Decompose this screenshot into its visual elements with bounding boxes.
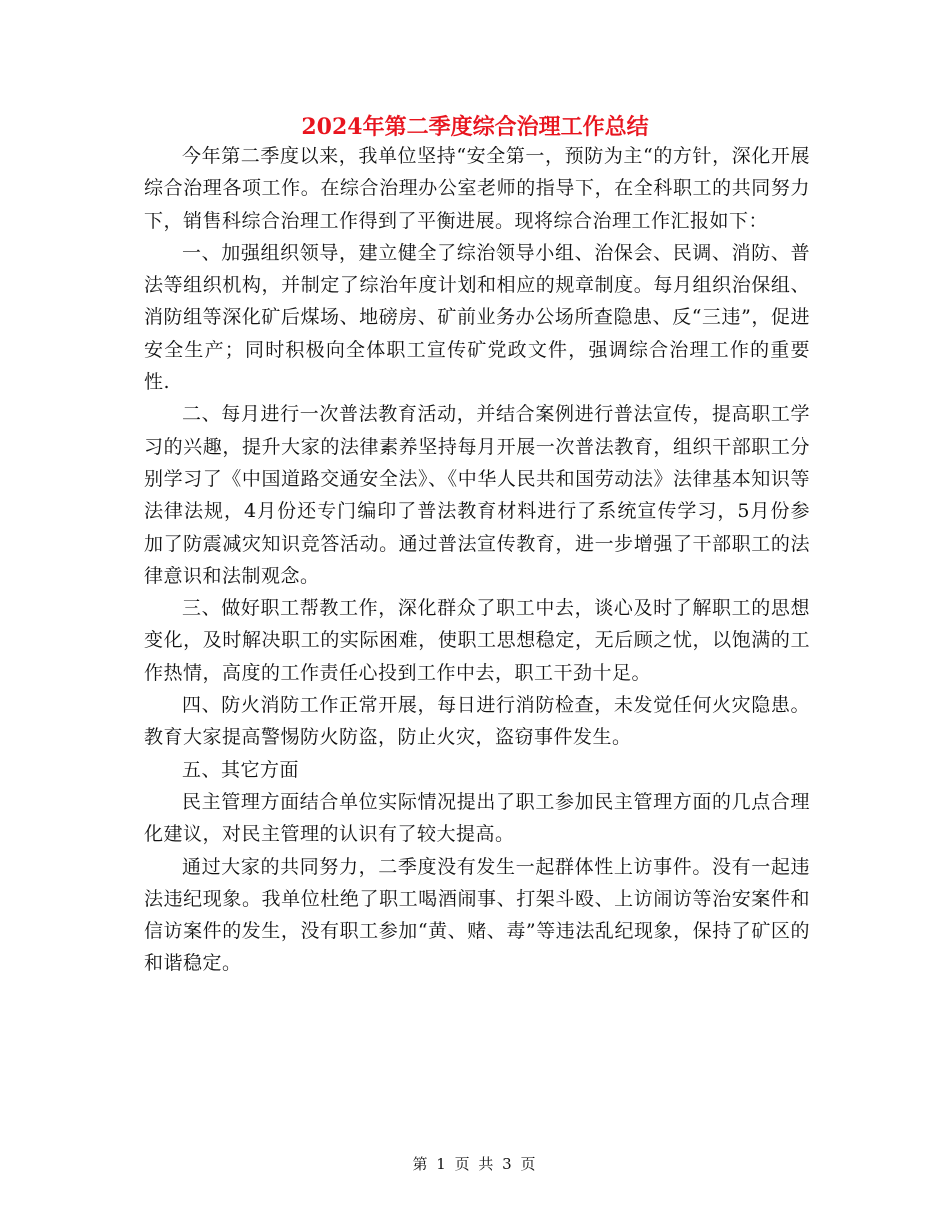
paragraph-section-2: 二、每月进行一次普法教育活动，并结合案例进行普法宣传，提高职工学习的兴趣，提升大家的法律素养坚持每月开展一次普法教育，组织干部职工分别学习了《中国道路交通安全法》、《中华人民共和国劳动法》法律基本知识等法律法规，4月份还专门编印了普法教育材料进行了系统宣传学习，5月份参加了防震减灾知识竞答活动。通过普法宣传教育，进一步增强了干部职工的法律意识和法制观念。 bbox=[144, 403, 810, 587]
document-title: 2024年第二季度综合治理工作总结 bbox=[301, 114, 649, 140]
paragraph-section-5-heading: 五、其它方面 bbox=[182, 758, 300, 781]
paragraph-section-4: 四、防火消防工作正常开展，每日进行消防检查，未发觉任何火灾隐患。教育大家提高警惕防火防盗，防止火灾，盗窃事件发生。 bbox=[144, 694, 810, 749]
paragraph-section-1: 一、加强组织领导，建立健全了综治领导小组、治保会、民调、消防、普法等组织机构，并制定了综治年度计划和相应的规章制度。每月组织治保组、消防组等深化矿后煤场、地磅房、矿前业务办公场所查隐患、反“三违”，促进安全生产；同时积极向全体职工宣传矿党政文件，强调综合治理工作的重要性. bbox=[144, 241, 810, 394]
paragraph-section-3: 三、做好职工帮教工作，深化群众了职工中去，谈心及时了解职工的思想变化，及时解决职工的实际困难，使职工思想稳定，无后顾之忧，以饱满的工作热情，高度的工作责任心投到工作中去，职工干劲十足。 bbox=[144, 597, 810, 684]
paragraph-conclusion: 通过大家的共同努力，二季度没有发生一起群体性上访事件。没有一起违法违纪现象。我单位杜绝了职工喝酒闹事、打架斗殴、上访闹访等治安案件和信访案件的发生，没有职工参加“黄、赌、毒”等违法乱纪现象，保持了矿区的和谐稳定。 bbox=[144, 855, 810, 975]
page-number-footer: 第 1 页 共 3 页 bbox=[412, 1155, 538, 1173]
paragraph-democratic-management: 民主管理方面结合单位实际情况提出了职工参加民主管理方面的几点合理化建议，对民主管理的认识有了较大提高。 bbox=[144, 790, 810, 846]
paragraph-intro: 今年第二季度以来，我单位坚持“安全第一，预防为主“的方针，深化开展综合治理各项工作。在综合治理办公室老师的指导下，在全科职工的共同努力下，销售科综合治理工作得到了平衡进展。现将综合治理工作汇报如下： bbox=[144, 145, 810, 232]
document-body bbox=[144, 140, 810, 980]
